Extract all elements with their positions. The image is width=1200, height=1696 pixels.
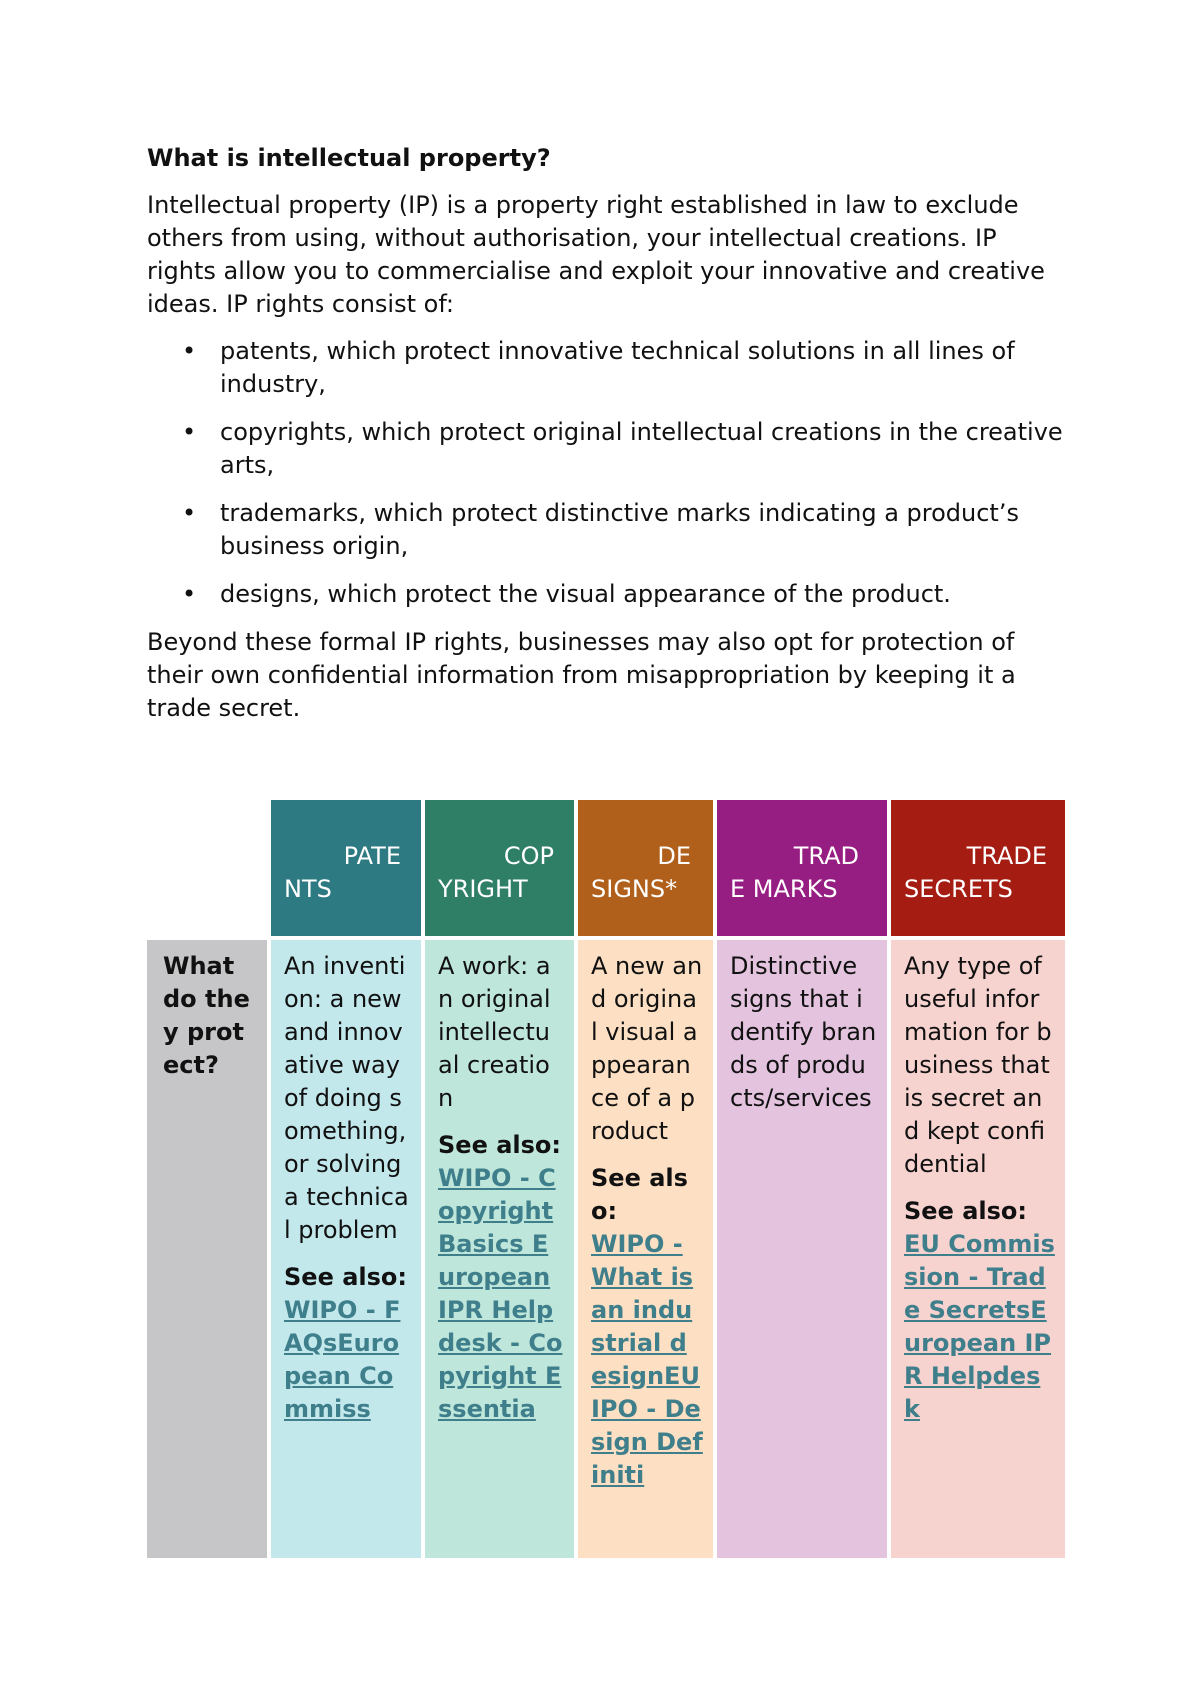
header-patents: PATE NTS: [271, 800, 421, 936]
link-wipo-faqs[interactable]: WIPO - FAQsEuropean Commiss: [284, 1296, 401, 1423]
row-label: What do they protect?: [147, 940, 267, 1558]
cell-description: A new and original visual appearance of a product: [591, 952, 703, 1145]
cell-description: Any type of useful information for business that is secret and kept confidential: [904, 952, 1052, 1178]
bullet-icon: •: [182, 418, 197, 446]
link-eu-commission-trade-secrets[interactable]: EU Commission - Trade SecretsEuropean IPR Helpdesk: [904, 1230, 1055, 1423]
cell-trade-secrets: [891, 940, 1065, 1558]
see-also-label: See also:: [591, 1164, 688, 1225]
header-trademarks: TRAD E MARKS: [717, 800, 887, 936]
list-item: • copyrights, which protect original intellectual creations in the creative arts,: [182, 418, 1063, 479]
list-item: • patents, which protect innovative technical solutions in all lines of industry,: [182, 337, 1015, 398]
bullet-icon: •: [182, 580, 197, 608]
header-copyright: COP YRIGHT: [425, 800, 574, 936]
header-trade-secrets: TRADE SECRETS: [891, 800, 1065, 936]
see-also-label: See also:: [438, 1131, 561, 1159]
link-wipo-industrial-design[interactable]: WIPO - What is an industrial designEUIPO - Design Definiti: [591, 1230, 703, 1489]
cell-description: An invention: a new and innovative way of doing something, or solving a technical problem: [284, 952, 409, 1244]
cell-designs: [578, 940, 713, 1558]
cell-trademarks: [717, 940, 887, 1558]
cell-copyright: [425, 940, 574, 1558]
see-also-label: See also:: [284, 1263, 407, 1291]
page-title: What is intellectual property?: [147, 144, 551, 172]
header-designs: DE SIGNS*: [578, 800, 713, 936]
document-body: [147, 142, 1067, 739]
bullet-icon: •: [182, 337, 197, 365]
list-item: • trademarks, which protect distinctive marks indicating a product’s business origin,: [182, 499, 1019, 560]
bullet-icon: •: [182, 499, 197, 527]
intro-paragraph: Intellectual property (IP) is a property right established in law to exclude others from using, without authorisation, your intellectual creations. IP rights allow you to commercialise and exploit your innovative and creative ideas. IP rights consist of:: [147, 191, 1045, 318]
list-item: • designs, which protect the visual appearance of the product.: [147, 578, 1067, 611]
cell-description: A work: an original intellectual creation: [438, 952, 551, 1112]
link-wipo-copyright-basics[interactable]: WIPO - Copyright Basics European IPR Helpdesk - Copyright Essentia: [438, 1164, 563, 1423]
outro-paragraph: Beyond these formal IP rights, businesses may also opt for protection of their own confidential information from misappropriation by keeping it a trade secret.: [147, 628, 1016, 722]
cell-description: Distinctive signs that identify brands of products/services: [730, 952, 877, 1112]
ip-rights-list: [147, 335, 1067, 611]
see-also-label: See also:: [904, 1197, 1027, 1225]
cell-patents: [271, 940, 421, 1558]
